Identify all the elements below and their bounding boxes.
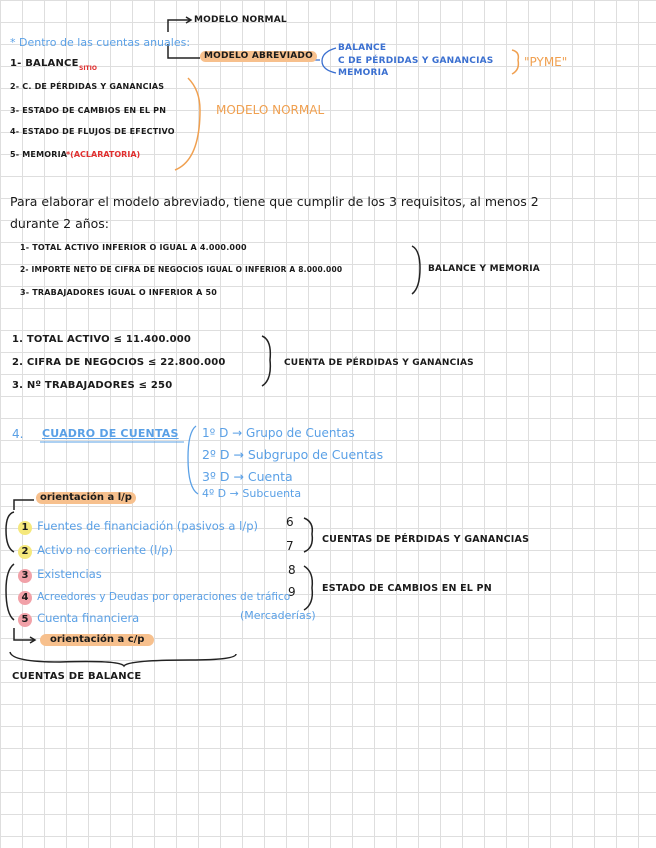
- row-2-number: 2: [18, 545, 32, 559]
- orientacion-lp-label: orientación a l/p: [36, 492, 136, 504]
- req1-item-3: 3- TRABAJADORES IGUAL O INFERIOR A 50: [20, 288, 217, 297]
- cuadro-number: 4.: [12, 427, 24, 441]
- req2-item-1: 1. TOTAL ACTIVO ≤ 11.400.000: [12, 334, 192, 345]
- abreviado-item-memoria: MEMORIA: [338, 68, 389, 78]
- item-balance: 1- BALANCE: [10, 58, 79, 69]
- sitio-note: SITIO: [79, 65, 97, 72]
- row-1: [18, 517, 258, 535]
- row-1-number: 1: [18, 521, 32, 535]
- req1-item-2: 2- IMPORTE NETO DE CIFRA DE NEGOCIOS IGUAL O INFERIOR A 8.000.000: [20, 265, 343, 274]
- item-memoria: 5- MEMORIA: [10, 150, 68, 159]
- modelo-normal-side-label: MODELO NORMAL: [216, 103, 325, 117]
- row-1-text: Fuentes de financiación (pasivos a l/p): [37, 519, 258, 533]
- pyg-group-label: CUENTAS DE PÉRDIDAS Y GANANCIAS: [322, 534, 530, 545]
- row-3-text: Existencias: [37, 567, 102, 581]
- row-5-text: Cuenta financiera: [37, 611, 140, 625]
- modelo-normal-top-label: MODELO NORMAL: [194, 15, 287, 25]
- row-5-number: 5: [18, 613, 32, 627]
- row-4-text: Acreedores y Deudas por operaciones de tráfico: [37, 591, 291, 603]
- row-4-group: 9: [288, 585, 296, 599]
- cuadro-level-3: 3º D → Cuenta: [202, 469, 293, 484]
- row-2: [18, 541, 173, 559]
- cuadro-title: CUADRO DE CUENTAS: [42, 427, 179, 440]
- row-1-group: 6: [286, 515, 294, 529]
- pyg-label: CUENTA DE PÉRDIDAS Y GANANCIAS: [284, 358, 474, 368]
- row-2-group: 7: [286, 539, 294, 553]
- abreviado-item-pyg: C DE PÉRDIDAS Y GANANCIAS: [338, 56, 494, 66]
- item-estado-cambios: 3- ESTADO DE CAMBIOS EN EL PN: [10, 106, 167, 115]
- cuentas-balance-label: CUENTAS DE BALANCE: [12, 671, 142, 682]
- row-4: [18, 587, 290, 605]
- pyme-label: "PYME": [524, 55, 568, 69]
- req2-item-3: 3. Nº TRABAJADORES ≤ 250: [12, 380, 173, 391]
- modelo-abreviado-label: MODELO ABREVIADO: [200, 51, 317, 62]
- row-5: [18, 609, 139, 627]
- aclaratoria-note: *(ACLARATORIA): [66, 150, 141, 159]
- row-3: [18, 565, 102, 583]
- dentro-cuentas-note: * Dentro de las cuentas anuales:: [10, 36, 191, 49]
- cuadro-level-1: 1º D → Grupo de Cuentas: [202, 426, 355, 440]
- intro-line-2: durante 2 años:: [10, 216, 110, 231]
- row-3-group: 8: [288, 563, 296, 577]
- row-3-number: 3: [18, 569, 32, 583]
- balance-memoria-label: BALANCE Y MEMORIA: [428, 264, 540, 274]
- item-pyg: 2- C. DE PÉRDIDAS Y GANANCIAS: [10, 82, 165, 91]
- req1-item-1: 1- TOTAL ACTIVO INFERIOR O IGUAL A 4.000.000: [20, 243, 247, 252]
- cuadro-level-2: 2º D → Subgrupo de Cuentas: [202, 447, 384, 462]
- item-estado-flujos: 4- ESTADO DE FLUJOS DE EFECTIVO: [10, 127, 175, 136]
- cuadro-level-4: 4º D → Subcuenta: [202, 487, 302, 500]
- req2-item-2: 2. CIFRA DE NEGOCIOS ≤ 22.800.000: [12, 357, 226, 368]
- row-2-text: Activo no corriente (l/p): [37, 543, 174, 557]
- abreviado-item-balance: BALANCE: [338, 43, 387, 53]
- estado-cambios-group-label: ESTADO DE CAMBIOS EN EL PN: [322, 583, 492, 594]
- mercaderias-note: (Mercaderías): [240, 609, 316, 622]
- row-4-number: 4: [18, 591, 32, 605]
- orientacion-cp-label: orientación a c/p: [40, 634, 154, 646]
- intro-line-1: Para elaborar el modelo abreviado, tiene que cumplir de los 3 requisitos, al menos 2: [10, 194, 539, 209]
